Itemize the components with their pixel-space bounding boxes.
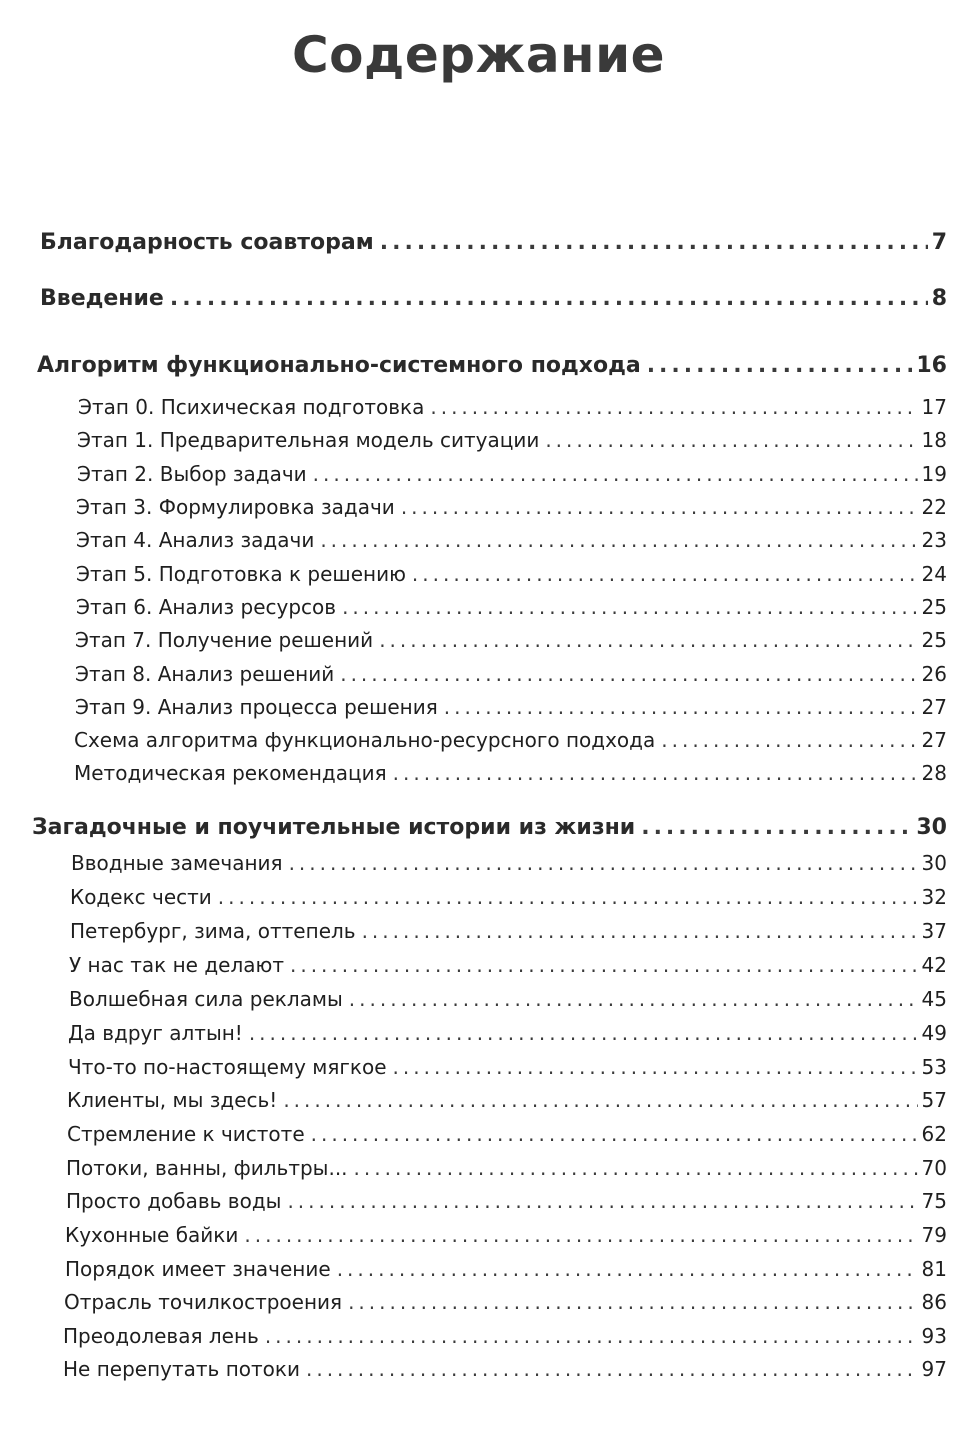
toc-page-number: 8	[931, 286, 947, 311]
toc-page-number: 18	[921, 428, 947, 452]
dot-leader	[290, 955, 918, 975]
toc-section[interactable]	[65, 1259, 947, 1279]
toc-section[interactable]	[76, 597, 947, 617]
toc-section[interactable]	[77, 464, 947, 484]
toc-section[interactable]	[66, 1158, 947, 1178]
toc-section[interactable]	[74, 730, 947, 750]
toc-label: Клиенты, мы здесь!	[67, 1088, 278, 1112]
dot-leader	[289, 853, 918, 873]
dot-leader	[545, 430, 917, 450]
toc-label: Схема алгоритма функционально-ресурсного подхода	[74, 728, 656, 752]
toc-label: Алгоритм функционально-системного подхода	[37, 353, 641, 378]
toc-section[interactable]	[76, 564, 947, 584]
toc-page-number: 57	[921, 1088, 947, 1112]
dot-leader	[170, 288, 928, 310]
toc-label: Этап 6. Анализ ресурсов	[76, 595, 337, 619]
toc-page-number: 42	[921, 953, 947, 977]
toc-chapter[interactable]	[32, 817, 947, 839]
toc-page-number: 49	[921, 1021, 947, 1045]
dot-leader	[647, 355, 913, 377]
toc-section[interactable]	[63, 1326, 947, 1346]
toc-label: Методическая рекомендация	[74, 761, 387, 785]
dot-leader	[380, 232, 928, 254]
toc-page-number: 26	[921, 662, 947, 686]
dot-leader	[412, 564, 918, 584]
toc-label: Петербург, зима, оттепель	[70, 919, 356, 943]
toc-section[interactable]	[68, 1057, 947, 1077]
dot-leader	[349, 989, 918, 1009]
dot-leader	[306, 1359, 918, 1379]
toc-label: Этап 4. Анализ задачи	[76, 528, 315, 552]
dot-leader	[283, 1090, 917, 1110]
toc-page-number: 27	[921, 728, 947, 752]
toc-label: Да вдруг алтын!	[68, 1021, 243, 1045]
toc-label: Отрасль точилкостроения	[64, 1290, 343, 1314]
dot-leader	[393, 1057, 918, 1077]
toc-section[interactable]	[64, 1292, 947, 1312]
toc-section[interactable]	[63, 1359, 947, 1379]
toc-page-number: 62	[921, 1122, 947, 1146]
dot-leader	[641, 817, 912, 839]
toc-page-number: 7	[931, 230, 947, 255]
toc-page-number: 93	[921, 1324, 947, 1348]
toc-section[interactable]	[69, 955, 947, 975]
toc-label: Волшебная сила рекламы	[69, 987, 343, 1011]
toc-page-number: 70	[921, 1156, 947, 1180]
toc-page-number: 37	[921, 919, 947, 943]
toc-page-number: 27	[921, 695, 947, 719]
toc-label: Что-то по-настоящему мягкое	[68, 1055, 387, 1079]
toc-chapter[interactable]	[37, 355, 947, 377]
toc-section[interactable]	[76, 497, 947, 517]
toc-section[interactable]	[78, 397, 947, 417]
toc-page-number: 45	[921, 987, 947, 1011]
dot-leader	[218, 887, 918, 907]
toc-label: Этап 3. Формулировка задачи	[76, 495, 395, 519]
toc-label: Этап 8. Анализ решений	[75, 662, 335, 686]
toc-page-number: 24	[921, 562, 947, 586]
toc-chapter[interactable]	[40, 288, 947, 310]
toc-label: Преодолевая лень	[63, 1324, 259, 1348]
toc-page-number: 32	[921, 885, 947, 909]
toc-section[interactable]	[70, 921, 947, 941]
toc-label: Загадочные и поучительные истории из жизни	[32, 815, 636, 840]
dot-leader	[401, 497, 918, 517]
toc-label: Этап 0. Психическая подготовка	[78, 395, 425, 419]
toc-section[interactable]	[74, 763, 947, 783]
toc-page-number: 97	[921, 1357, 947, 1381]
toc-section[interactable]	[77, 430, 947, 450]
toc-label: Просто добавь воды	[66, 1189, 282, 1213]
toc-section[interactable]	[68, 1023, 947, 1043]
toc-page-number: 19	[921, 462, 947, 486]
toc-label: Кухонные байки	[65, 1223, 239, 1247]
toc-page-number: 53	[921, 1055, 947, 1079]
dot-leader	[661, 730, 917, 750]
dot-leader	[287, 1191, 917, 1211]
dot-leader	[249, 1023, 918, 1043]
toc-section[interactable]	[67, 1124, 947, 1144]
toc-page-number: 17	[921, 395, 947, 419]
toc-label: Введение	[40, 286, 164, 311]
toc-page-number: 86	[921, 1290, 947, 1314]
toc-label: Этап 2. Выбор задачи	[77, 462, 307, 486]
toc-chapter[interactable]	[40, 232, 947, 254]
dot-leader	[342, 597, 917, 617]
toc-label: Этап 7. Получение решений	[75, 628, 374, 652]
toc-label: Потоки, ванны, фильтры...	[66, 1156, 348, 1180]
dot-leader	[320, 530, 917, 550]
dot-leader	[444, 697, 918, 717]
dot-leader	[311, 1124, 918, 1144]
toc-section[interactable]	[76, 530, 947, 550]
toc-section[interactable]	[70, 887, 947, 907]
toc-page-number: 16	[916, 353, 947, 378]
toc-label: Этап 5. Подготовка к решению	[76, 562, 406, 586]
toc-section[interactable]	[66, 1191, 947, 1211]
toc-label: Порядок имеет значение	[65, 1257, 331, 1281]
toc-page-number: 25	[921, 595, 947, 619]
toc-page-number: 79	[921, 1223, 947, 1247]
dot-leader	[340, 664, 917, 684]
toc-label: Кодекс чести	[70, 885, 212, 909]
toc-page-number: 25	[921, 628, 947, 652]
toc-label: Вводные замечания	[71, 851, 283, 875]
toc-section[interactable]	[67, 1090, 947, 1110]
toc-section[interactable]	[75, 664, 947, 684]
dot-leader	[313, 464, 918, 484]
dot-leader	[337, 1259, 918, 1279]
toc-section[interactable]	[75, 630, 947, 650]
dot-leader	[393, 763, 918, 783]
toc-page-number: 23	[921, 528, 947, 552]
toc-section[interactable]	[69, 989, 947, 1009]
toc-label: Этап 1. Предварительная модель ситуации	[77, 428, 540, 452]
toc-section[interactable]	[75, 697, 947, 717]
toc-label: Стремление к чистоте	[67, 1122, 305, 1146]
toc-page-number: 30	[916, 815, 947, 840]
toc-section[interactable]	[71, 853, 947, 873]
toc-page-number: 28	[921, 761, 947, 785]
toc-section[interactable]	[65, 1225, 947, 1245]
dot-leader	[244, 1225, 917, 1245]
dot-leader	[430, 397, 917, 417]
toc-label: Благодарность соавторам	[40, 230, 374, 255]
toc-label: Не перепутать потоки	[63, 1357, 300, 1381]
dot-leader	[379, 630, 917, 650]
toc-page-number: 22	[921, 495, 947, 519]
dot-leader	[354, 1158, 918, 1178]
toc-label: Этап 9. Анализ процесса решения	[75, 695, 438, 719]
dot-leader	[265, 1326, 918, 1346]
page-title: Содержание	[291, 26, 666, 84]
toc-page-number: 30	[921, 851, 947, 875]
toc-label: У нас так не делают	[69, 953, 284, 977]
dot-leader	[362, 921, 918, 941]
toc-page-number: 81	[921, 1257, 947, 1281]
toc-page-number: 75	[921, 1189, 947, 1213]
dot-leader	[348, 1292, 917, 1312]
